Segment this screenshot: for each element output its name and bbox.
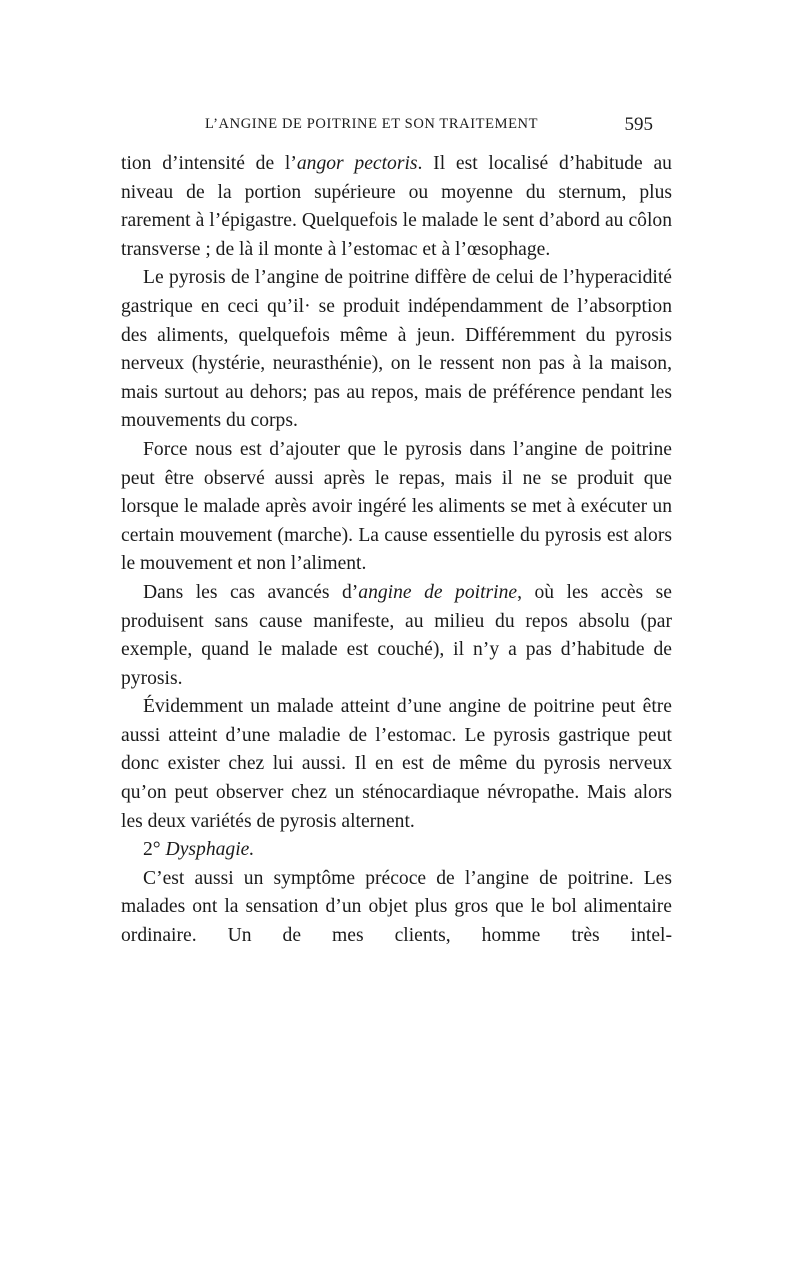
section-title: Dysphagie. — [165, 839, 255, 861]
body-text — [121, 150, 672, 951]
section-number: 2° — [143, 839, 161, 861]
page-number: 595 — [624, 114, 653, 135]
paragraph-text: . Il est localisé d’habitude au niveau de la portion supérieure ou moyenne du sternum, plus rarement à l’épigastre. Quelquefois le malade le sent d’abord au côlon transverse ; de là il monte à l’estomac et à l’œsophage. — [121, 153, 672, 260]
italic-term: angine de poitrine — [358, 581, 518, 603]
running-title: L’ANGINE DE POITRINE ET SON TRAITEMENT — [205, 116, 539, 132]
running-head — [205, 116, 653, 140]
italic-term: angor pectoris — [296, 153, 418, 174]
section-heading — [121, 836, 672, 865]
paragraph-text: , où les accès se produisent sans cause manifeste, au milieu du repos absolu (par exemple, quand le malade est couché), il n’y a pas d’habitude de pyrosis. — [121, 581, 672, 689]
paragraph-continuation — [121, 150, 672, 264]
paragraph-text: Dans les cas avancés d’ — [143, 581, 359, 603]
paragraph-text: tion d’intensité de l’ — [121, 153, 297, 174]
paragraph: C’est aussi un symptôme précoce de l’angine de poitrine. Les malades ont la sensation d’un objet plus gros que le bol alimentaire ordinaire. Un de mes clients, homme très intel- — [121, 867, 672, 947]
paragraph: Force nous est d’ajouter que le pyrosis dans l’angine de poitrine peut être observé aussi après le repas, mais il ne se produit que lorsque le malade après avoir ingéré les aliments se met à exécuter un certain mouvement (marche). La cause essentielle du pyrosis est alors le mouvement et non l’aliment. — [121, 438, 672, 575]
paragraph: Le pyrosis de l’angine de poitrine diffère de celui de l’hyperacidité gastrique en ceci qu’il· se produit indépendamment de l’absorption des aliments, quelquefois même à jeun. Différemment du pyrosis nerveux (hystérie, neurasthénie), on le ressent non pas à la maison, mais surtout au dehors; pas au repos, mais de préférence pendant les mouvements du corps. — [121, 267, 672, 432]
paragraph: Évidemment un malade atteint d’une angine de poitrine peut être aussi atteint d’une maladie de l’estomac. Le pyrosis gastrique peut donc exister chez lui aussi. Il en est de même du pyrosis nerveux qu’on peut observer chez un sténocardiaque névropathe. Mais alors les deux variétés de pyrosis alternent. — [121, 696, 672, 832]
paragraph — [121, 579, 672, 693]
